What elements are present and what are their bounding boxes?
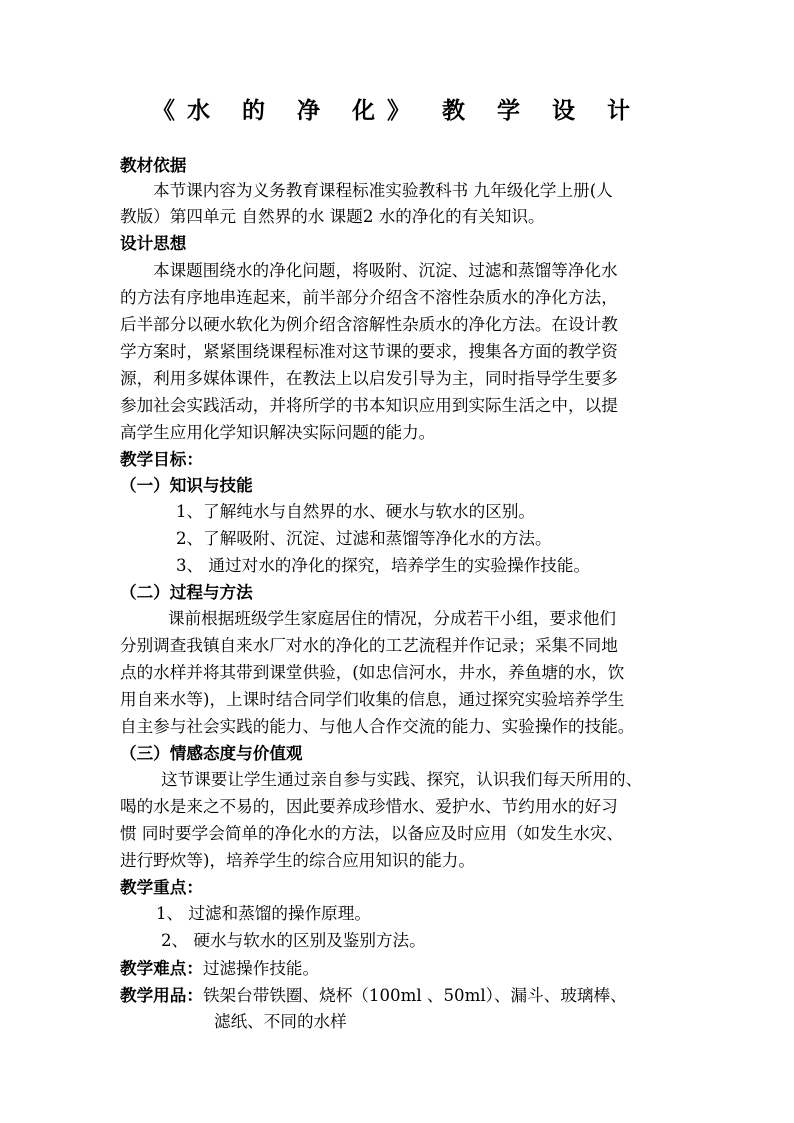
knowledge-item-2: 2、了解吸附、沉淀、过滤和蒸馏等净化水的方法。 xyxy=(176,529,552,548)
knowledge-item-1: 1、了解纯水与自然界的水、硬水与软水的区别。 xyxy=(176,502,536,521)
supplies-line-1: 铁架台带铁圈、烧杯（100ml 、50ml）、漏斗、玻璃棒、 xyxy=(202,986,627,1005)
design-line-1: 本课题围绕水的净化问题，将吸附、沉淀、过滤和蒸馏等净化水 xyxy=(153,261,618,280)
emotion-heading: （三）情感态度与价值观 xyxy=(120,743,303,763)
emotion-line-1: 这节课要让学生通过亲自参与实践、探究，认识我们每天所用的、 xyxy=(161,770,643,789)
design-heading: 设计思想 xyxy=(120,233,187,253)
keypoint-item-1: 1、 过滤和蒸馏的操作原理。 xyxy=(156,904,371,923)
basis-line-1: 本节课内容为义务教育课程标准实验教科书 九年级化学上册(人 xyxy=(153,181,613,200)
basis-line-2: 教版）第四单元 自然界的水 课题2 水的净化的有关知识。 xyxy=(120,207,545,226)
design-line-6: 参加社会实践活动，并将所学的书本知识应用到实际生活之中，以提 xyxy=(120,396,618,415)
emotion-line-4: 进行野炊等)，培养学生的综合应用知识的能力。 xyxy=(120,851,475,870)
emotion-line-2: 喝的水是来之不易的，因此要养成珍惜水、爱护水、节约用水的好习 xyxy=(120,797,618,816)
process-line-4: 用自来水等)，上课时结合同学们收集的信息，通过探究实验培养学生 xyxy=(120,690,625,709)
basis-heading: 教材依据 xyxy=(120,155,187,175)
process-line-2: 分别调查我镇自来水厂对水的净化的工艺流程并作记录；采集不同地 xyxy=(120,636,618,655)
goals-heading: 教学目标： xyxy=(120,449,203,469)
design-line-2: 的方法有序地串连起来，前半部分介绍含不溶性杂质水的净化方法， xyxy=(120,288,618,307)
difficulty-text: 过滤操作技能。 xyxy=(202,959,320,978)
design-line-3: 后半部分以硬水软化为例介绍含溶解性杂质水的净化方法。在设计教 xyxy=(120,315,618,334)
emotion-line-3: 惯 同时要学会简单的净化水的方法，以备应及时应用（如发生水灾、 xyxy=(120,824,624,843)
knowledge-item-3: 3、 通过对水的净化的探究，培养学生的实验操作技能。 xyxy=(176,556,591,575)
difficulty-heading: 教学难点： xyxy=(120,958,203,978)
design-line-4: 学方案时，紧紧围绕课程标准对这节课的要求，搜集各方面的教学资 xyxy=(120,342,618,361)
design-line-7: 高学生应用化学知识解决实际问题的能力。 xyxy=(120,423,436,442)
supplies-heading: 教学用品： xyxy=(120,985,203,1005)
supplies-line-2: 滤纸、不同的水样 xyxy=(214,1012,347,1031)
page-title: 《水 的 净 化》 教 学 设 计 xyxy=(151,97,643,124)
process-line-3: 点的水样并将其带到课堂供验，(如忠信河水，井水，养鱼塘的水，饮 xyxy=(120,663,625,682)
supplies-row xyxy=(120,982,680,1009)
process-line-1: 课前根据班级学生家庭居住的情况，分成若干小组，要求他们 xyxy=(168,609,617,628)
design-line-5: 源，利用多媒体课件，在教法上以启发引导为主，同时指导学生要多 xyxy=(120,369,618,388)
knowledge-heading: （一）知识与技能 xyxy=(120,475,253,495)
keypoints-heading: 教学重点： xyxy=(120,877,203,897)
process-line-5: 自主参与社会实践的能力、与他人合作交流的能力、实验操作的技能。 xyxy=(120,717,635,736)
keypoint-item-2: 2、 硬水与软水的区别及鉴别方法。 xyxy=(161,931,426,950)
process-heading: （二）过程与方法 xyxy=(120,582,253,602)
difficulty-row xyxy=(120,955,680,982)
